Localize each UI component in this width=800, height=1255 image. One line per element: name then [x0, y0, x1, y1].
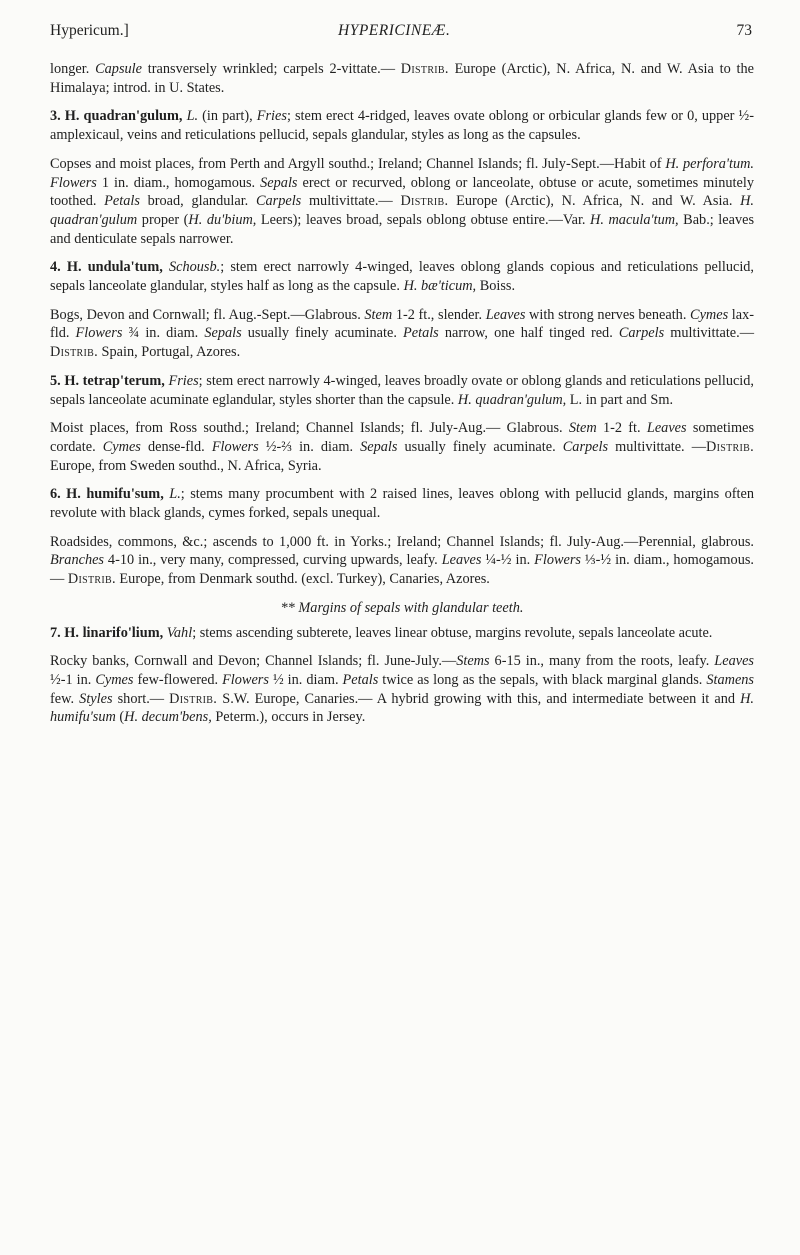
subsection-heading — [50, 599, 754, 618]
text-run: Cymes — [102, 438, 141, 455]
text-run: Sepals — [260, 174, 298, 191]
text-run: Boiss. — [476, 278, 516, 295]
text-run: Leaves — [714, 653, 754, 670]
species-humifusum-notes — [50, 533, 754, 589]
text-run: 4-10 in., very many, compressed, curving upwards, leafy. — [104, 552, 442, 569]
text-run: H. humifu'sum — [50, 690, 754, 726]
text-run: Sepals — [204, 325, 242, 342]
text-run: Styles — [79, 690, 113, 707]
text-run: Distrib. — [400, 61, 449, 77]
text-run: 1-2 ft. — [596, 420, 647, 437]
text-run: usually finely acuminate. — [241, 325, 404, 342]
text-run: narrow, one half tinged red. — [438, 325, 619, 342]
text-run: ; stem erect narrowly 4-winged, leaves broadly ovate or oblong glands and reticulations pellucid, sepals lanceolate acuminate eglandular, styles shorter than the capsule. — [50, 372, 755, 408]
text-run: Leers); leaves broad, sepals oblong obtuse entire.—Var. — [256, 211, 591, 228]
species-humifusum — [50, 485, 754, 522]
text-run: ; stems ascending subterete, leaves linear obtuse, margins revolute, sepals lanceolate acute. — [192, 624, 713, 641]
text-run: few-flowered. — [133, 671, 223, 688]
text-run: Stems — [456, 653, 490, 670]
text-run: Europe, from Denmark southd. (excl. Turkey), Canaries, Azores. — [115, 571, 490, 588]
text-run: ½-⅔ in. diam. — [258, 438, 361, 455]
text-run: usually finely acuminate. — [397, 438, 563, 455]
text-run: ; stems many procumbent with 2 raised lines, leaves oblong with pellucid glands, margins often revolute with black glands, cymes forked, sepals unequal. — [50, 486, 754, 522]
text-run: Carpels — [562, 438, 609, 455]
text-run: twice as long as the sepals, with black marginal glands. — [378, 671, 707, 688]
text-run: H. decum'bens, — [124, 709, 212, 726]
text-run: Leaves — [441, 552, 482, 569]
text-run: Branches — [50, 552, 104, 569]
text-run: Schousb. — [168, 259, 221, 276]
species-linarifolium-notes — [50, 652, 754, 727]
text-run: Sepals — [360, 438, 398, 455]
text-run: with strong nerves beneath. — [525, 306, 691, 323]
species-quadrangulum-notes — [50, 155, 754, 249]
text-run: Stamens — [706, 671, 754, 688]
text-run: S.W. Europe, Canaries.— A hybrid growing with this, and intermediate between it and — [217, 690, 741, 707]
text-run: 6-15 in., many from the roots, leafy. — [489, 653, 715, 670]
text-run: L. in part and Sm. — [566, 391, 674, 408]
text-run: Distrib. — [169, 690, 218, 707]
text-run: proper ( — [137, 211, 189, 228]
text-run: broad, glandular. — [139, 193, 256, 210]
text-run: ¼-½ in. — [481, 552, 535, 569]
text-run: ( — [115, 709, 125, 726]
paragraph-capsule-distribution — [50, 60, 754, 97]
text-run: H. bæ'ticum, — [403, 278, 477, 295]
species-undulatum-notes — [50, 306, 754, 362]
text-run: Europe (Arctic), N. Africa, N. and W. Asia to the Himalaya; introd. in U. States. — [50, 61, 755, 96]
text-run: Copses and moist places, from Perth and Argyll southd.; Ireland; Channel Islands; fl. July-Sept.—Habit of — [50, 155, 666, 172]
header-genus: Hypericum.] — [50, 22, 129, 39]
text-run: 1-2 ft., slender. — [392, 306, 486, 323]
text-run: sometimes cordate. — [50, 420, 755, 455]
text-run: Carpels — [618, 325, 665, 342]
text-run: longer. — [50, 61, 96, 77]
text-run: 5. H. tetrap'terum, — [50, 372, 169, 389]
text-run: Cymes — [690, 306, 729, 323]
species-linarifolium — [50, 624, 754, 643]
text-run: Spain, Portugal, Azores. — [97, 344, 241, 361]
text-run: ; stem erect narrowly 4-winged, leaves oblong glands copious and reticulations pellucid, sepals lanceolate glandular, styles half as long as the capsule. — [50, 259, 755, 295]
text-run: Leaves — [646, 420, 687, 437]
text-run: multivittate.— — [301, 193, 401, 210]
text-run: lax-fld. — [50, 306, 755, 342]
text-run: short.— — [112, 690, 170, 707]
text-run: Bab.; leaves and denticulate sepals narrower. — [50, 211, 755, 247]
species-quadrangulum — [50, 107, 754, 144]
text-run: ⅓-½ in. diam., homogamous.— — [50, 552, 754, 588]
text-run: Petals — [104, 193, 140, 210]
text-run: erect or recurved, oblong or lanceolate, obtuse or acute, sometimes minutely toothed. — [50, 174, 754, 210]
text-run: transversely wrinkled; carpels 2-vittate.— — [141, 61, 401, 77]
text-run: Carpels — [255, 193, 302, 210]
page-number: 73 — [736, 22, 752, 39]
text-run: ; stem erect 4-ridged, leaves ovate oblong or orbicular glands few or 0, upper ½-amplexicaul, veins and reticulations pellucid, sepals glandular, styles as long as the capsules. — [50, 108, 754, 144]
text-run: H. macula'tum, — [590, 211, 679, 228]
text-run: H. quadran'gulum, — [457, 391, 567, 408]
text-run: Europe, from Sweden southd., N. Africa, Syria. — [50, 457, 322, 474]
text-run: Roadsides, commons, &c.; ascends to 1,000 ft. in Yorks.; Ireland; Channel Islands; fl. July-Aug.—Perennial, glabrous. — [50, 533, 754, 550]
text-run: (in part), — [198, 108, 257, 125]
text-run: L. — [169, 486, 181, 503]
text-run: H. quadran'gulum — [50, 193, 755, 228]
text-run: multivittate. — — [608, 438, 707, 455]
text-run: Distrib. — [50, 344, 98, 361]
species-tetrapterum — [50, 372, 754, 409]
text-run: Moist places, from Ross southd.; Ireland; Channel Islands; fl. July-Aug.— Glabrous. — [50, 420, 569, 437]
text-run: ½ in. diam. — [268, 671, 343, 688]
text-run: dense-fld. — [140, 438, 212, 455]
text-run: Distrib. — [400, 193, 449, 210]
text-run: Fries — [168, 372, 199, 389]
text-run: Distrib. — [706, 438, 754, 455]
running-header — [50, 22, 752, 48]
text-run: Bogs, Devon and Cornwall; fl. Aug.-Sept.—Glabrous. — [50, 306, 365, 323]
text-run: Leaves — [485, 306, 526, 323]
text-run: 3. H. quadran'gulum, — [50, 108, 187, 125]
text-run: H. perfora'tum. — [665, 155, 754, 172]
text-run: ¾ in. diam. — [122, 325, 205, 342]
text-run: 7. H. linarifo'lium, — [50, 624, 167, 641]
text-run: Vahl — [166, 624, 193, 641]
text-run: H. du'bium, — [188, 211, 257, 228]
text-run: Peterm.), occurs in Jersey. — [211, 709, 366, 726]
page-body — [50, 60, 754, 737]
text-run: ½-1 in. — [50, 671, 96, 688]
text-run: Flowers — [50, 174, 97, 191]
species-undulatum — [50, 258, 754, 295]
text-run: Europe (Arctic), N. Africa, N. and W. Asia. — [448, 193, 741, 210]
text-run: Flowers — [211, 438, 259, 455]
text-run: Petals — [342, 671, 379, 688]
header-family: HYPERICINEÆ. — [338, 22, 451, 39]
text-run: L. — [186, 108, 199, 125]
text-run: Rocky banks, Cornwall and Devon; Channel Islands; fl. June-July.— — [50, 653, 457, 670]
text-run: Cymes — [95, 671, 134, 688]
text-run: Stem — [568, 420, 597, 437]
text-run: Fries — [256, 108, 287, 125]
text-run: Distrib. — [67, 571, 116, 588]
text-run: multivittate.— — [664, 325, 755, 342]
text-run: 1 in. diam., homogamous. — [96, 174, 261, 191]
text-run: Flowers — [75, 325, 123, 342]
text-run: Petals — [403, 325, 439, 342]
text-run: 4. H. undula'tum, — [50, 259, 169, 276]
text-run: ** Margins of sepals with glandular teeth. — [280, 599, 524, 616]
text-run: Stem — [364, 306, 393, 323]
text-run: Flowers — [534, 552, 581, 569]
text-run: Flowers — [222, 671, 269, 688]
text-run: Capsule — [95, 61, 142, 77]
species-tetrapterum-notes — [50, 419, 754, 475]
text-run: 6. H. humifu'sum, — [50, 486, 170, 503]
text-run: few. — [50, 690, 80, 707]
